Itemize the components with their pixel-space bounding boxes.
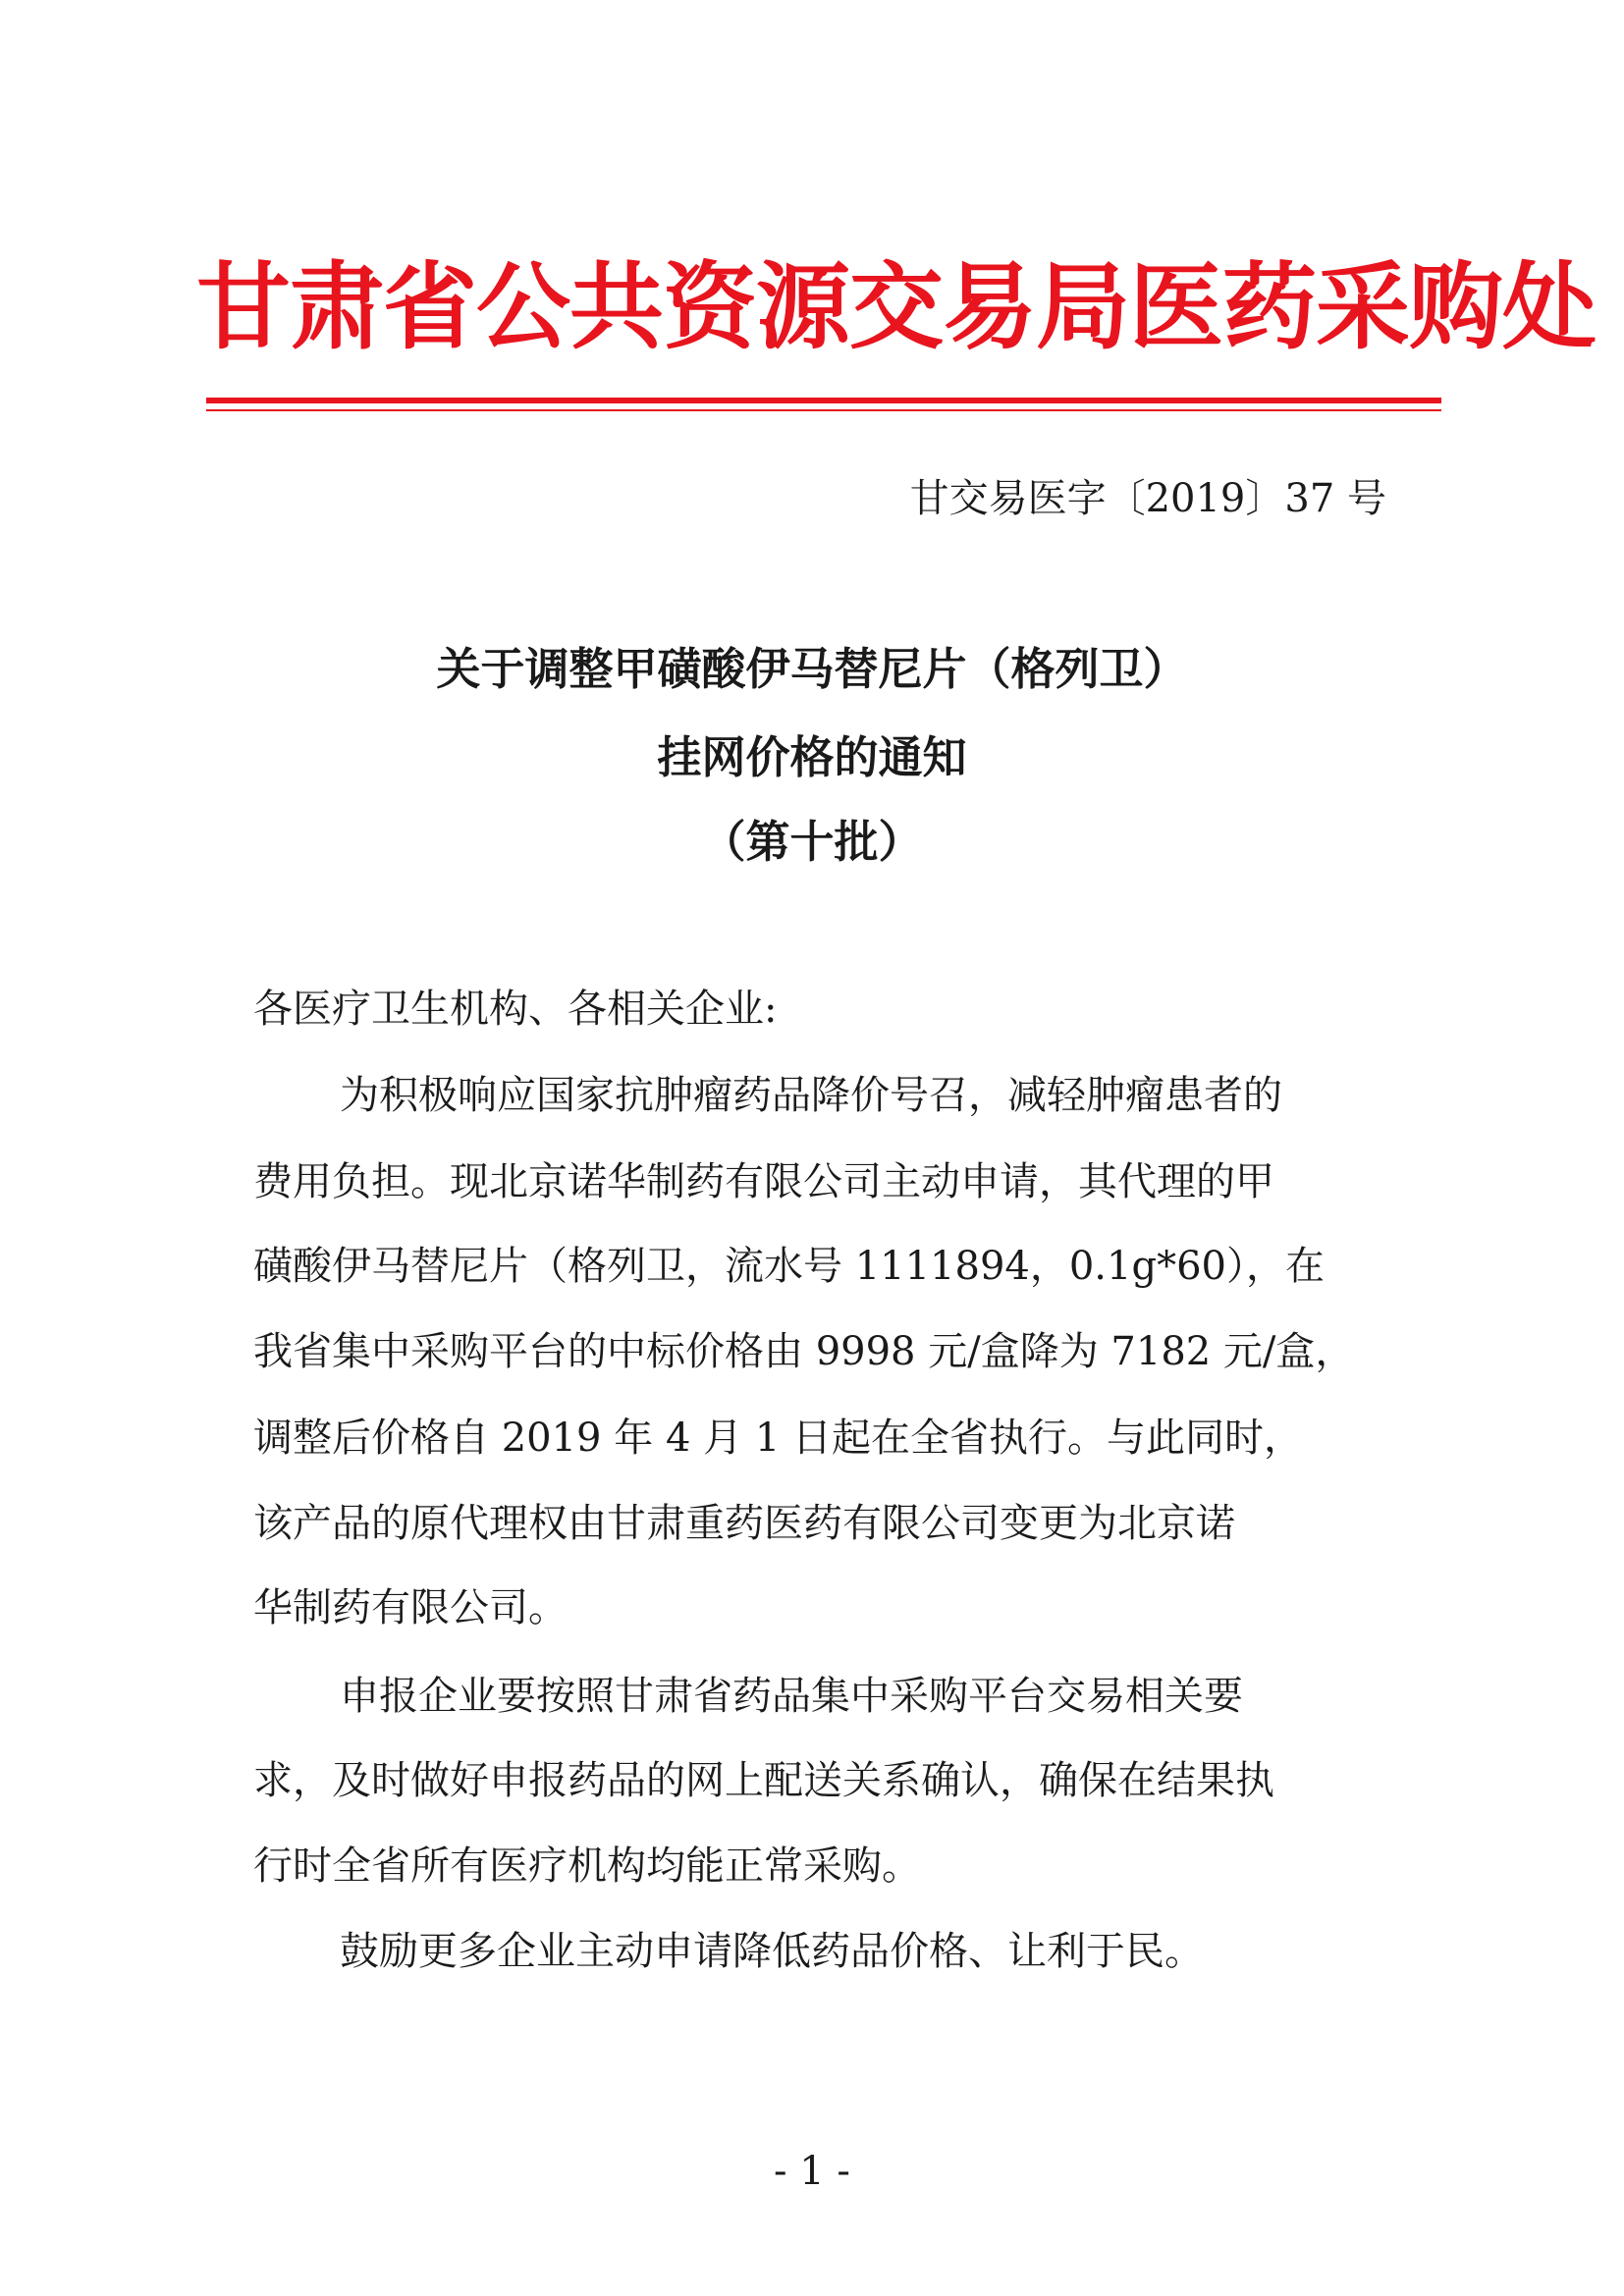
page-number: - 1 - [774, 2149, 850, 2194]
org-header-title: 甘肃省公共资源交易局医药采购处 [196, 251, 1596, 362]
paragraph-1-line-6: 该产品的原代理权由甘肃重药医药有限公司变更为北京诺 [253, 1501, 1235, 1546]
paragraph-3-line-1: 鼓励更多企业主动申请降低药品价格、让利于民。 [340, 1929, 1204, 1974]
document-title-line-2: 挂网价格的通知 [657, 731, 967, 783]
paragraph-1-line-1: 为积极响应国家抗肿瘤药品降价号召，减轻肿瘤患者的 [340, 1073, 1282, 1118]
paragraph-1-line-2: 费用负担。现北京诺华制药有限公司主动申请，其代理的甲 [253, 1159, 1274, 1204]
paragraph-1-line-7: 华制药有限公司。 [253, 1585, 568, 1630]
paragraph-2-line-1: 申报企业要按照甘肃省药品集中采购平台交易相关要 [340, 1674, 1243, 1719]
document-title-line-1: 关于调整甲磺酸伊马替尼片（格列卫） [436, 643, 1188, 695]
salutation: 各医疗卫生机构、各相关企业: [253, 987, 778, 1032]
document-number: 甘交易医字〔2019〕37 号 [909, 476, 1386, 521]
header-rule-thick [206, 398, 1441, 403]
paragraph-2-line-3: 行时全省所有医疗机构均能正常采购。 [253, 1843, 921, 1889]
paragraph-1-line-3: 磺酸伊马替尼片（格列卫，流水号 1111894，0.1g*60），在 [253, 1244, 1325, 1289]
paragraph-2-line-2: 求，及时做好申报药品的网上配送关系确认，确保在结果执 [253, 1758, 1274, 1803]
paragraph-1-line-5: 调整后价格自 2019 年 4 月 1 日起在全省执行。与此同时， [253, 1415, 1303, 1461]
paragraph-1-line-4: 我省集中采购平台的中标价格由 9998 元/盒降为 7182 元/盒， [253, 1329, 1355, 1374]
header-rule-thin [206, 409, 1441, 411]
document-title-line-3: （第十批） [701, 816, 923, 868]
